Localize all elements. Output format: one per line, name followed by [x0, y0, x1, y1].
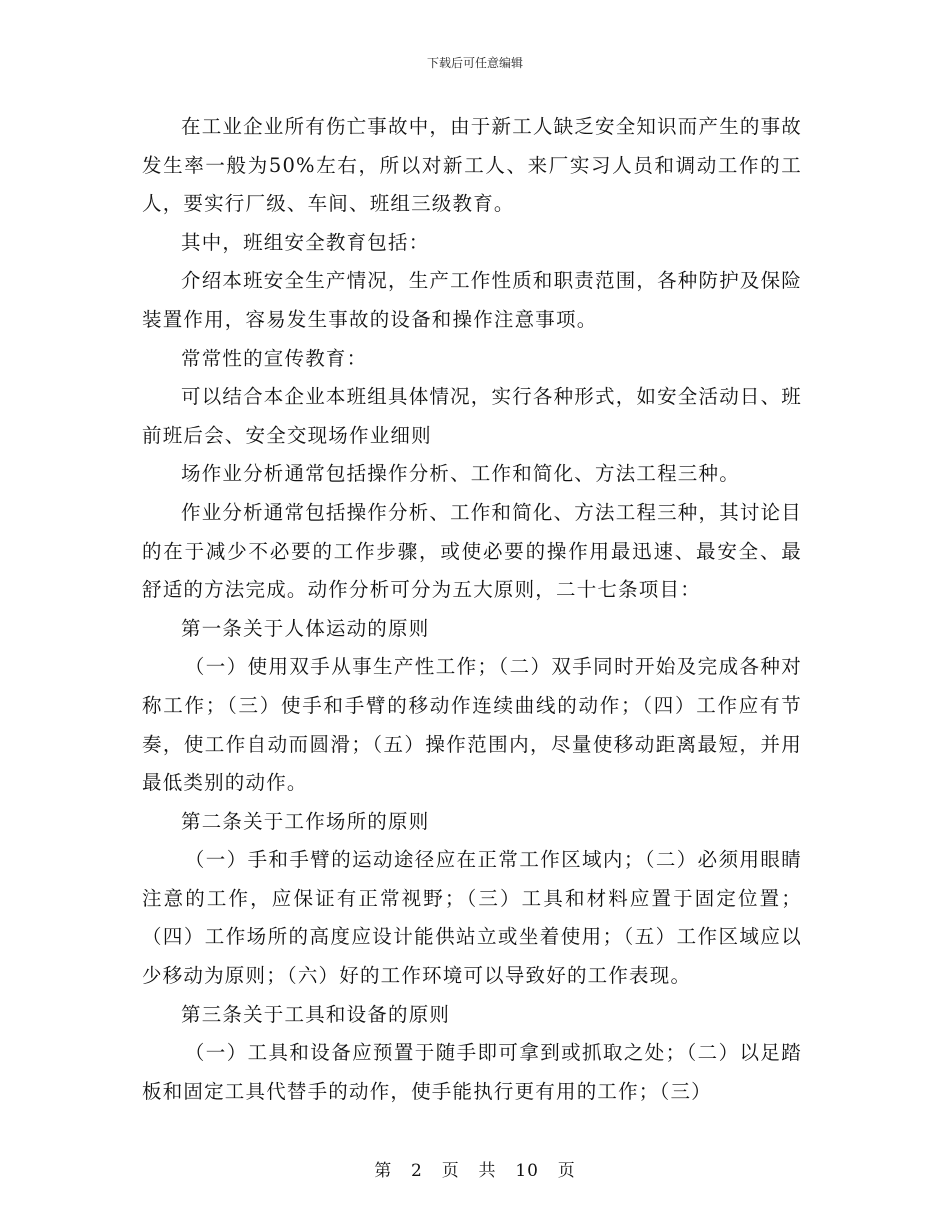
footer-total-pages: 10: [515, 1161, 539, 1181]
document-body: [142, 108, 802, 1111]
paragraph-job-analysis: 作业分析通常包括操作分析、工作和简化、方法工程三种，其讨论目的在于减少不必要的工作步骤，或使必要的操作用最迅速、最安全、最舒适的方法完成。动作分析可分为五大原则，二十七条项目：: [142, 500, 803, 602]
paragraph-team-education-heading: 其中，班组安全教育包括：: [181, 230, 430, 254]
paragraph-rule-1-heading: 第一条关于人体运动的原则: [181, 616, 430, 640]
paragraph-regular-education-heading: 常常性的宣传教育：: [181, 346, 368, 370]
footer-prefix: 第: [374, 1161, 393, 1181]
page-header-note: 下载后可任意编辑: [426, 56, 523, 70]
paragraph-team-education-content: 介绍本班安全生产情况，生产工作性质和职责范围，各种防护及保险装置作用，容易发生事故的设备和操作注意事项。: [142, 269, 803, 331]
paragraph-intro: 在工业企业所有伤亡事故中，由于新工人缺乏安全知识而产生的事故发生率一般为50%左右，所以对新工人、来厂实习人员和调动工作的工人，要实行厂级、车间、班组三级教育。: [142, 115, 803, 216]
paragraph-regular-education-content: 可以结合本企业本班组具体情况，实行各种形式，如安全活动日、班前班后会、安全交现场作业细则: [142, 385, 803, 447]
footer-page-word: 页: [441, 1161, 460, 1181]
paragraph-rule-2-heading: 第二条关于工作场所的原则: [181, 809, 430, 833]
footer-total-word: 共: [478, 1161, 497, 1181]
paragraph-rule-1-items: （一）使用双手从事生产性工作；（二）双手同时开始及完成各种对称工作；（三）使手和手臂的移动作连续曲线的动作；（四）工作应有节奏，使工作自动而圆滑；（五）操作范围内，尽量使移动距离最短，并用最低类别的动作。: [142, 655, 802, 795]
paragraph-rule-2-items: （一）手和手臂的运动途径应在正常工作区域内；（二）必须用眼睛注意的工作，应保证有正常视野；（三）工具和材料应置于固定位置；（四）工作场所的高度应设计能供站立或坐着使用；（五）工作区域应以少移动为原则；（六）好的工作环境可以导致好的工作表现。: [142, 848, 802, 988]
paragraph-field-analysis: 场作业分析通常包括操作分析、工作和简化、方法工程三种。: [181, 462, 740, 486]
paragraph-rule-3-heading: 第三条关于工具和设备的原则: [181, 1002, 451, 1026]
paragraph-rule-3-items: （一）工具和设备应预置于随手即可拿到或抓取之处；（二）以足踏板和固定工具代替手的动作，使手能执行更有用的工作；（三）: [142, 1041, 802, 1103]
footer-current-page: 2: [411, 1161, 423, 1181]
footer-suffix: 页: [557, 1161, 576, 1181]
page-footer: [0, 1156, 950, 1181]
